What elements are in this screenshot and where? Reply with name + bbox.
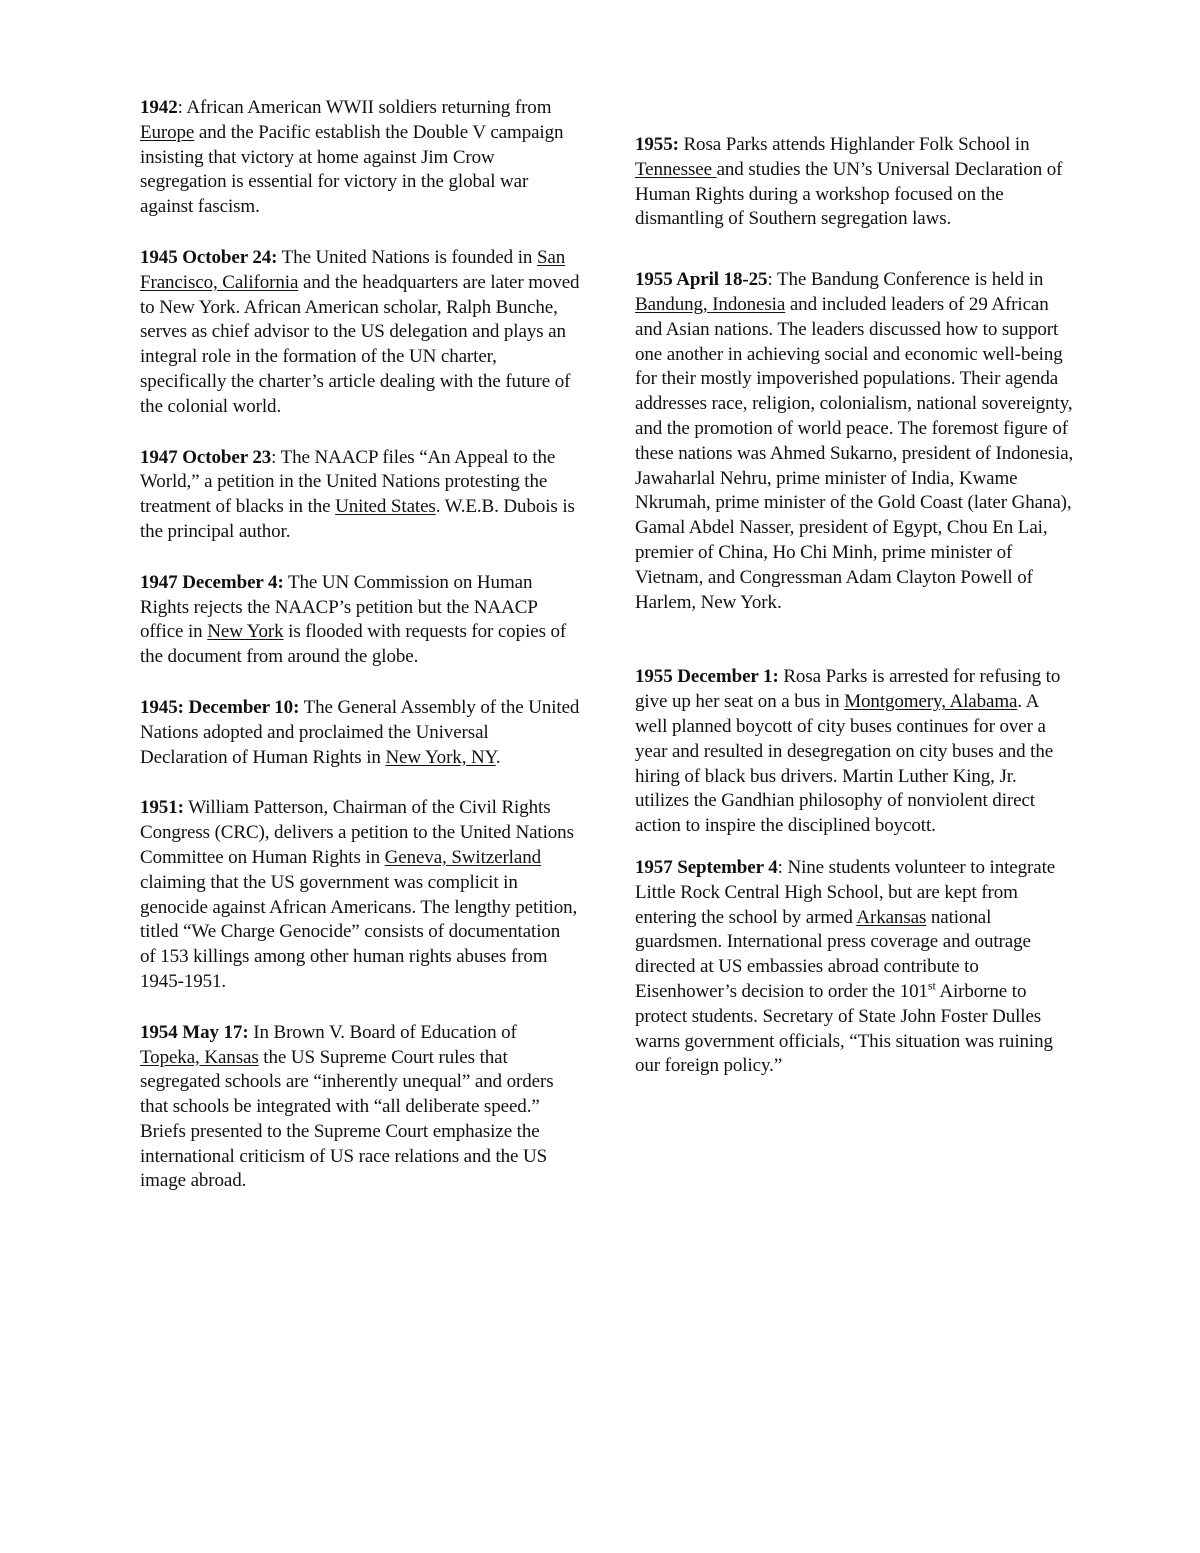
entry-text: is flooded with requests for copies of the document from around the globe. — [140, 621, 567, 668]
entry-text: : The Bandung Conference is held in — [767, 269, 1044, 291]
entry-text: : African American WWII soldiers returning from — [177, 97, 552, 118]
timeline-entry — [635, 133, 1075, 232]
timeline-entry — [635, 665, 1075, 839]
place-name: Bandung, Indonesia — [635, 293, 786, 315]
place-name: New York — [207, 621, 284, 643]
timeline-entry — [635, 856, 1075, 1079]
place-name: New York, NY — [385, 746, 496, 768]
right-column — [635, 133, 1075, 1079]
entry-text: : Nine students volunteer to integrate Little Rock Central High School, but are kept from entering the school by armed — [635, 856, 1056, 928]
left-column — [140, 96, 580, 1194]
entry-text: Airborne to protect students. Secretary of State John Foster Dulles warns government officials, “This situation was ruining our foreign policy.” — [635, 980, 1053, 1077]
entry-text: . — [495, 746, 501, 768]
entry-text: Rosa Parks is arrested for refusing to give up her seat on a bus in — [635, 666, 1061, 713]
entry-text: In Brown V. Board of Education of — [248, 1021, 517, 1043]
entry-text: and the headquarters are later moved to New York. African American scholar, Ralph Bunche, serves as chief advisor to the US delegation and plays an integral role in the formation of the UN charter, specifically the charter’s article dealing with the future of the colonial world. — [140, 271, 580, 417]
place-name: Tennessee — [635, 158, 717, 180]
entry-date: 1951: — [140, 797, 184, 819]
entry-date: 1945: December 10: — [140, 696, 300, 718]
entry-date: 1954 May 17: — [140, 1021, 249, 1043]
entry-text: The General Assembly of the United Nations adopted and proclaimed the Universal Declaration of Human Rights in — [140, 696, 580, 768]
timeline-entry — [140, 446, 580, 545]
timeline-entry — [140, 1021, 580, 1195]
entry-text: the US Supreme Court rules that segregated schools are “inherently unequal” and orders that schools be integrated with “all deliberate speed.” Briefs presented to the Supreme Court emphasize the international criticism of US race relations and the US image abroad. — [140, 1046, 554, 1192]
entry-date: 1942 — [140, 97, 178, 118]
ordinal-suffix: st — [927, 978, 936, 993]
entry-text: and the Pacific establish the Double V campaign insisting that victory at home against Jim Crow segregation is essential for victory in the global war against fascism. — [140, 121, 564, 218]
place-name: Arkansas — [856, 906, 927, 928]
timeline-entry — [140, 796, 580, 994]
timeline-entry — [635, 268, 1075, 615]
entry-text: Rosa Parks attends Highlander Folk School in — [678, 134, 1030, 155]
entry-text: and included leaders of 29 African and Asian nations. The leaders discussed how to support one another in achieving social and economic well-being for their mostly impoverished populations. Their agenda addresses race, religion, colonialism, national sovereignty, and the promotion of world peace. The foremost figure of these nations was Ahmed Sukarno, president of Indonesia, Jawaharlal Nehru, prime minister of India, Kwame Nkrumah, prime minister of the Gold Coast (later Ghana), Gamal Abdel Nasser, president of Egypt, Chou En Lai, premier of China, Ho Chi Minh, prime minister of Vietnam, and Congressman Adam Clayton Powell of Harlem, New York. — [635, 293, 1074, 613]
entry-date: 1957 September 4 — [635, 856, 778, 878]
entry-date: 1947 October 23 — [140, 446, 272, 468]
timeline-entry — [140, 246, 580, 420]
entry-text: The United Nations is founded in — [277, 246, 537, 268]
place-name: San Francisco, California — [140, 246, 566, 293]
entry-date: 1945 October 24: — [140, 246, 278, 268]
entry-text: The UN Commission on Human Rights rejects the NAACP’s petition but the NAACP office in — [140, 571, 538, 643]
entry-date: 1955: — [635, 134, 679, 155]
place-name: Geneva, Switzerland — [384, 846, 541, 868]
place-name: Europe — [140, 121, 195, 143]
place-name: Montgomery, Alabama — [844, 691, 1018, 713]
timeline-entry — [140, 696, 580, 770]
entry-date: 1955 December 1: — [635, 666, 779, 688]
timeline-entry — [140, 96, 580, 220]
place-name: United States — [335, 496, 436, 518]
place-name: Topeka, Kansas — [140, 1046, 259, 1068]
entry-text: and studies the UN’s Universal Declaration of Human Rights during a workshop focused on the dismantling of Southern segregation laws. — [635, 158, 1063, 230]
entry-text: : The NAACP files “An Appeal to the World,” a petition in the United Nations protesting the treatment of blacks in the — [140, 446, 556, 518]
entry-text: claiming that the US government was complicit in genocide against African Americans. The lengthy petition, titled “We Charge Genocide” consists of documentation of 153 killings among other human rights abuses from 1945-1951. — [140, 871, 578, 992]
entry-text: . W.E.B. Dubois is the principal author. — [140, 496, 575, 542]
entry-text: national guardsmen. International press coverage and outrage directed at US embassies abroad contribute to Eisenhower’s decision to order the 101 — [635, 906, 1031, 1002]
timeline-entry — [140, 571, 580, 670]
entry-text: William Patterson, Chairman of the Civil Rights Congress (CRC), delivers a petition to the United Nations Committee on Human Rights in — [140, 797, 574, 868]
entry-date: 1947 December 4: — [140, 571, 284, 593]
entry-date: 1955 April 18-25 — [635, 269, 768, 291]
entry-text: . A well planned boycott of city buses continues for over a year and resulted in desegregation on city buses and the hiring of black bus drivers. Martin Luther King, Jr. utilizes the Gandhian philosophy of nonviolent direct action to inspire the disciplined boycott. — [635, 691, 1054, 837]
